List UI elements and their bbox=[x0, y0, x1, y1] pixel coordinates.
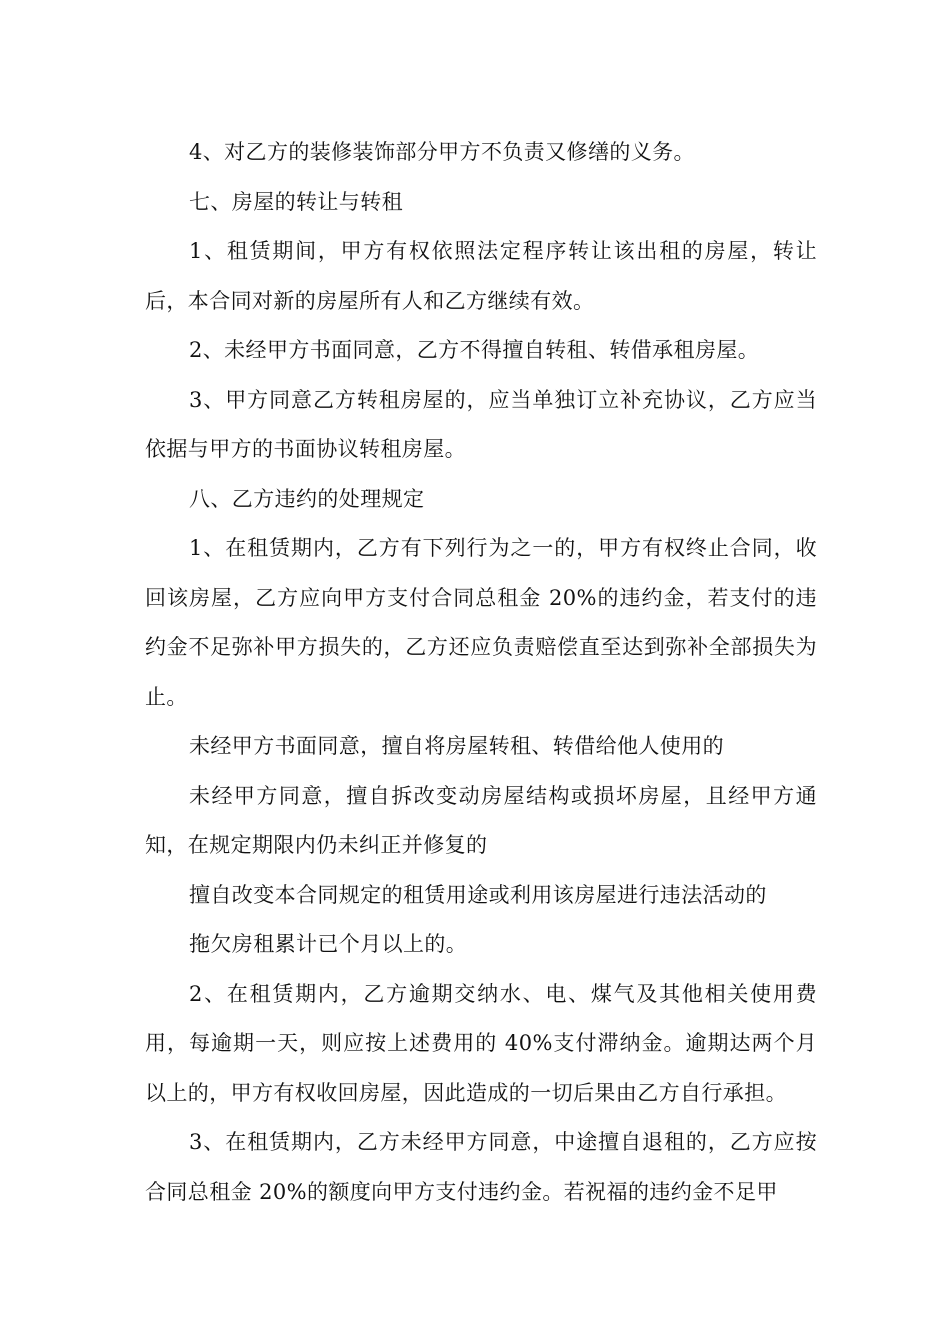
paragraph-transfer-1: 1、租赁期间，甲方有权依照法定程序转让该出租的房屋，转让后，本合同对新的房屋所有人和乙方继续有效。 bbox=[145, 239, 817, 313]
section-heading-transfer-sublease: 七、房屋的转让与转租 bbox=[189, 189, 403, 214]
paragraph-breach-item-c: 擅自改变本合同规定的租赁用途或利用该房屋进行违法活动的 bbox=[189, 882, 767, 907]
paragraph-breach-item-a: 未经甲方书面同意，擅自将房屋转租、转借给他人使用的 bbox=[189, 734, 724, 758]
paragraph-breach-3: 3、在租赁期内，乙方未经甲方同意，中途擅自退租的，乙方应按合同总租金 20%的额度向甲方支付违约金。若祝福的违约金不足甲 bbox=[145, 1130, 817, 1204]
paragraph-breach-1: 1、在租赁期内，乙方有下列行为之一的，甲方有权终止合同，收回该房屋，乙方应向甲方支付合同总租金 20%的违约金，若支付的违约金不足弥补甲方损失的，乙方还应负责赔偿直至达到弥补全部损失为止。 bbox=[145, 536, 817, 709]
document-body bbox=[145, 128, 817, 1217]
section-heading-breach: 八、乙方违约的处理规定 bbox=[189, 486, 425, 511]
paragraph-breach-item-b: 未经甲方同意，擅自拆改变动房屋结构或损坏房屋，且经甲方通知，在规定期限内仍未纠正并修复的 bbox=[145, 783, 817, 857]
paragraph-transfer-3: 3、甲方同意乙方转租房屋的，应当单独订立补充协议，乙方应当依据与甲方的书面协议转租房屋。 bbox=[145, 387, 817, 461]
paragraph-transfer-2: 2、未经甲方书面同意，乙方不得擅自转租、转借承租房屋。 bbox=[189, 338, 760, 362]
paragraph-breach-item-d: 拖欠房租累计已个月以上的。 bbox=[189, 932, 468, 956]
paragraph-breach-2: 2、在租赁期内，乙方逾期交纳水、电、煤气及其他相关使用费用，每逾期一天，则应按上述费用的 40%支付滞纳金。逾期达两个月以上的，甲方有权收回房屋，因此造成的一切后果由乙方自行承担。 bbox=[145, 981, 817, 1105]
paragraph-clause-4-renovation: 4、对乙方的装修装饰部分甲方不负责又修缮的义务。 bbox=[189, 140, 695, 164]
